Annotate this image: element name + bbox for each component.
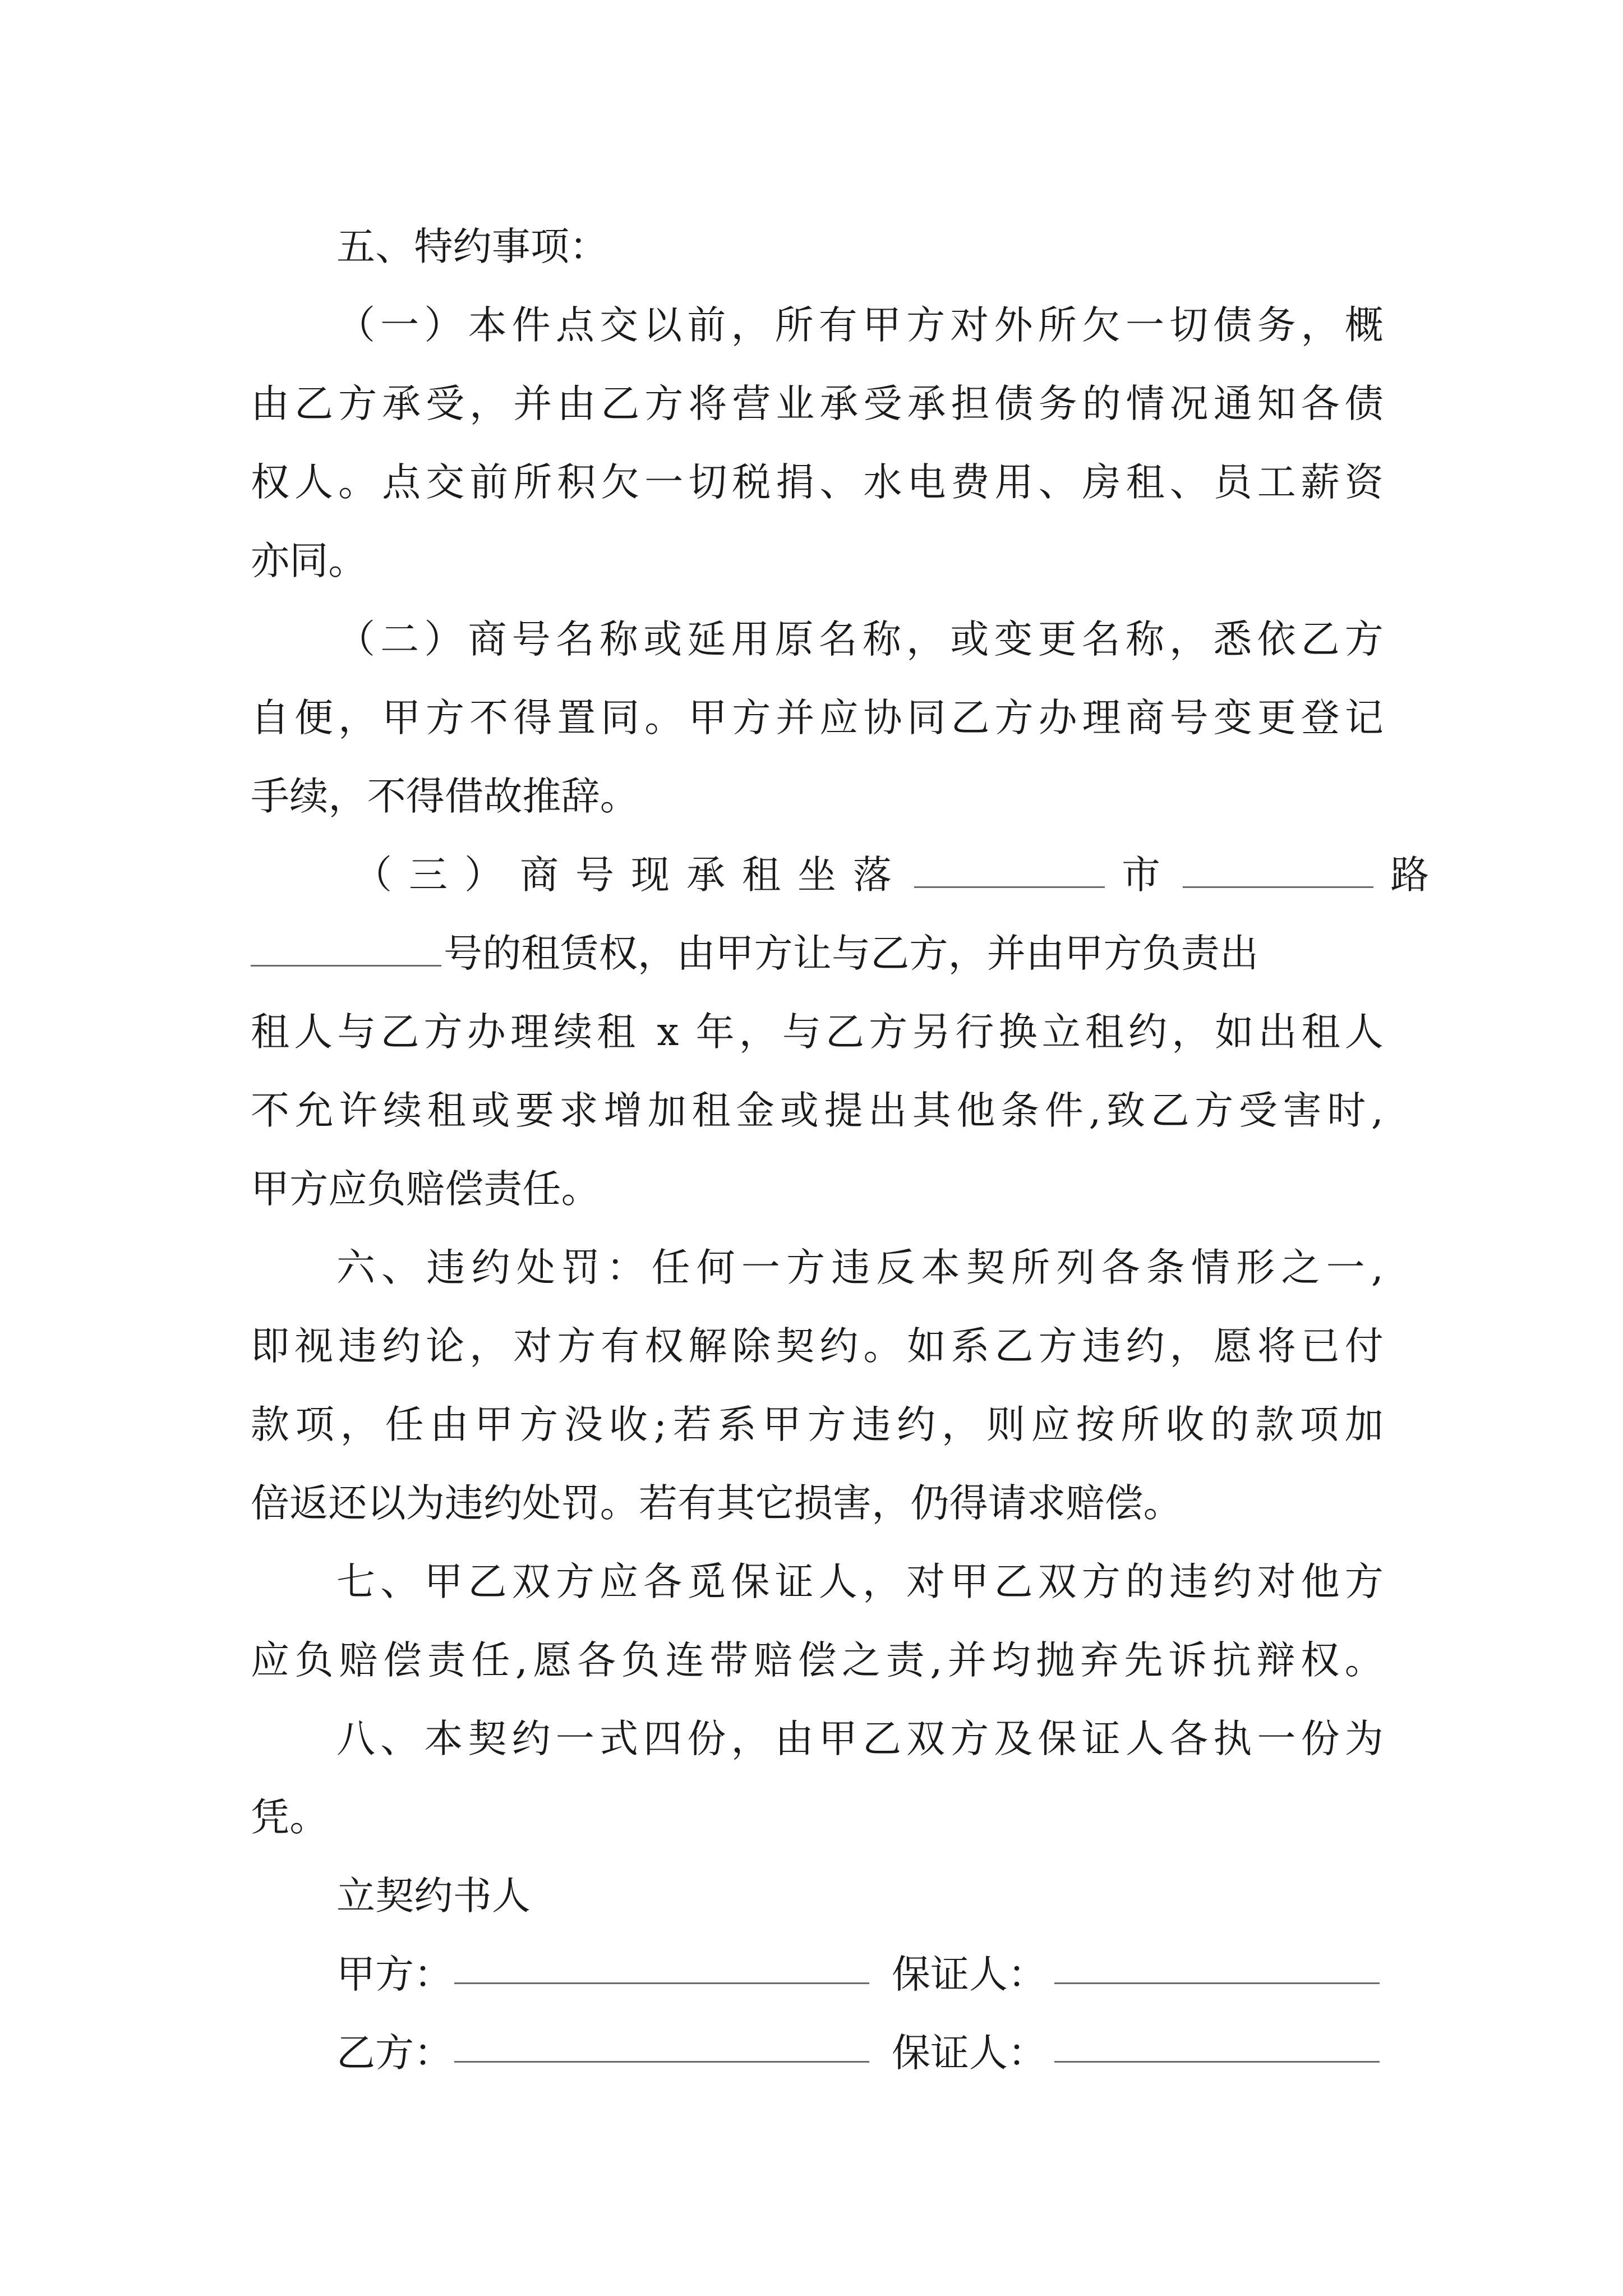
signatories-heading: 立契约书人 xyxy=(336,1874,531,1918)
section-five-heading: 五、特约事项： xyxy=(336,224,608,269)
clause-5-2-line-3: 手续，不得借故推辞。 xyxy=(251,774,639,819)
section-six-line-3: 款项，任由甲方没收;若系甲方违约，则应按所收的款项加 xyxy=(251,1402,1384,1447)
clause-5-3-lead-text: （三）商号现承租坐落 xyxy=(353,853,909,898)
number-blank xyxy=(251,926,441,967)
guarantor-a-signature-line xyxy=(1054,1982,1380,1984)
party-a-signature-line xyxy=(454,1982,869,1984)
party-b-signature-line xyxy=(454,2061,869,2063)
party-a-label: 甲方： xyxy=(336,1952,453,1997)
party-b-label: 乙方： xyxy=(336,2031,453,2076)
section-seven-line-1: 七、甲乙双方应各觅保证人，对甲乙双方的违约对他方 xyxy=(336,1559,1384,1604)
section-six-line-1: 六、违约处罚：任何一方违反本契所列各条情形之一, xyxy=(336,1245,1384,1290)
road-label: 路 xyxy=(1390,853,1430,898)
section-six-line-4: 倍返还以为违约处罚。若有其它损害，仍得请求赔偿。 xyxy=(251,1481,1182,1526)
clause-5-1-line-1: （一）本件点交以前，所有甲方对外所欠一切债务，概 xyxy=(336,303,1384,348)
clause-5-3-line-2-text: 号的租赁权，由甲方让与乙方，并由甲方负责出 xyxy=(444,931,1259,976)
clause-5-2-line-1: （二）商号名称或延用原名称，或变更名称，悉依乙方 xyxy=(336,617,1384,662)
clause-5-3-line-3: 租人与乙方办理续租 x 年，与乙方另行换立租约，如出租人 xyxy=(251,1010,1384,1055)
clause-5-1-line-4: 亦同。 xyxy=(251,539,367,583)
section-eight-line-1: 八、本契约一式四份，由甲乙双方及保证人各执一份为 xyxy=(336,1717,1384,1761)
section-six-line-2: 即视违约论，对方有权解除契约。如系乙方违约，愿将已付 xyxy=(251,1324,1384,1369)
clause-5-3-line-1 xyxy=(353,836,1430,914)
city-blank xyxy=(914,847,1105,888)
section-eight-line-2: 凭。 xyxy=(251,1795,329,1840)
clause-5-3-line-5: 甲方应负赔偿责任。 xyxy=(251,1167,600,1212)
signature-row-party-b xyxy=(336,2014,1384,2092)
section-seven-line-2: 应负赔偿责任,愿各负连带赔偿之责,并均抛弃先诉抗辩权。 xyxy=(251,1638,1384,1683)
clause-5-1-line-3: 权人。点交前所积欠一切税捐、水电费用、房租、员工薪资 xyxy=(251,460,1384,505)
guarantor-b-signature-line xyxy=(1054,2061,1380,2063)
clause-5-1-line-2: 由乙方承受，并由乙方将营业承受承担债务的情况通知各债 xyxy=(251,381,1384,426)
clause-5-3-line-4: 不允许续租或要求增加租金或提出其他条件,致乙方受害时, xyxy=(251,1088,1384,1133)
city-label: 市 xyxy=(1122,853,1161,898)
signature-row-party-a xyxy=(336,1935,1384,2014)
guarantor-a-label: 保证人： xyxy=(892,1952,1046,1997)
clause-5-2-line-2: 自便，甲方不得置同。甲方并应协同乙方办理商号变更登记 xyxy=(251,696,1384,740)
guarantor-b-label: 保证人： xyxy=(892,2031,1046,2076)
clause-5-3-line-2 xyxy=(251,914,1384,993)
road-blank xyxy=(1183,847,1373,888)
